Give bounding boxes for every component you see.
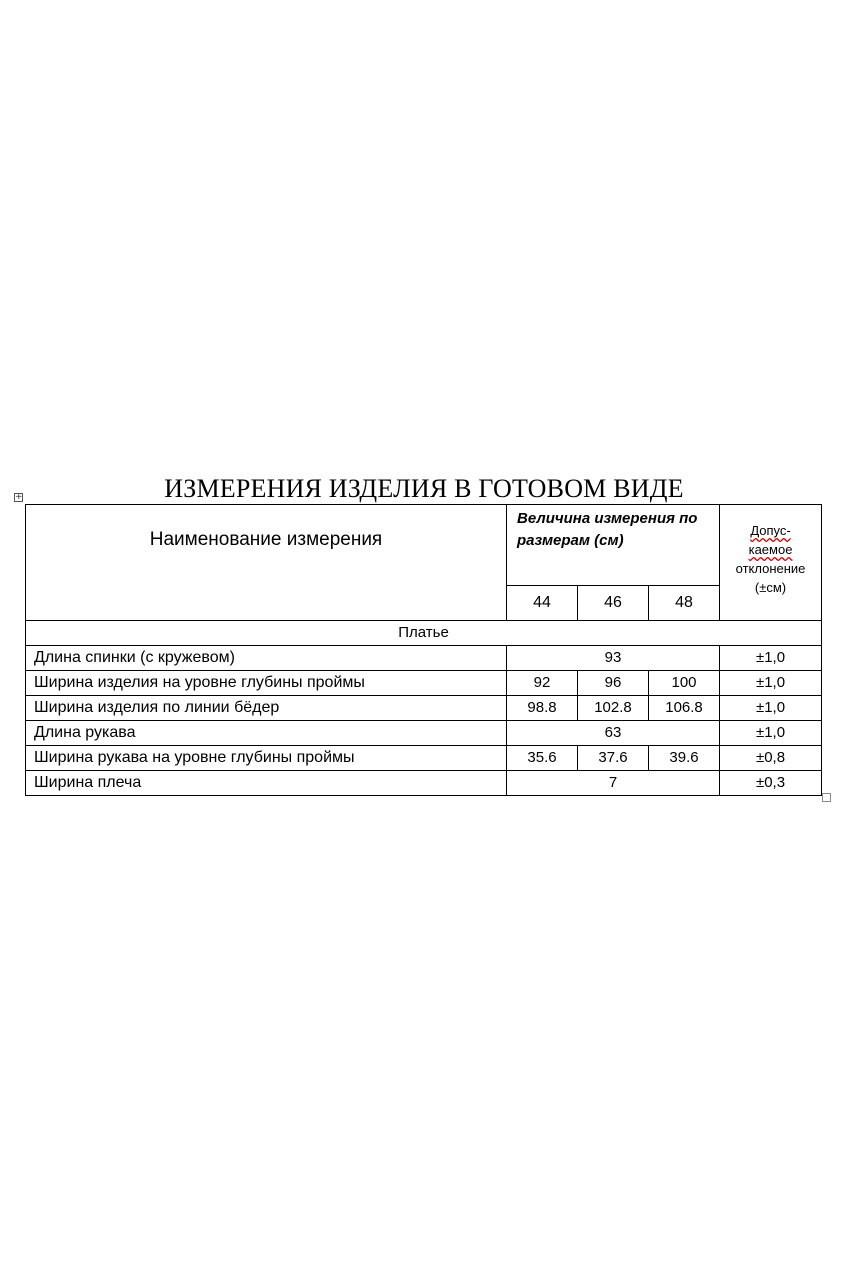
row-value-46: 96 — [578, 671, 649, 696]
header-row — [26, 505, 822, 586]
row-label-armhole-width: Ширина изделия на уровне глубины проймы — [26, 671, 507, 696]
row-tolerance: ±1,0 — [720, 721, 822, 746]
row-label-sleeve-width: Ширина рукава на уровне глубины проймы — [26, 746, 507, 771]
row-tolerance: ±0,3 — [720, 771, 822, 796]
size-44: 44 — [507, 586, 578, 621]
row-value-44: 35.6 — [507, 746, 578, 771]
section-row — [26, 621, 822, 646]
row-label-back-length: Длина спинки (с кружевом) — [26, 646, 507, 671]
row-value-48: 100 — [649, 671, 720, 696]
table-row — [26, 696, 822, 721]
header-tolerance-part4: (±см) — [754, 580, 787, 595]
header-tolerance-part3: отклонение — [735, 561, 806, 576]
row-value-44: 98.8 — [507, 696, 578, 721]
row-value: 93 — [507, 646, 720, 671]
header-tolerance-part1: Допус- — [750, 523, 791, 538]
table-resize-handle[interactable] — [822, 793, 831, 802]
row-tolerance: ±0,8 — [720, 746, 822, 771]
row-tolerance: ±1,0 — [720, 696, 822, 721]
header-measurement-name: Наименование измерения — [26, 505, 507, 621]
row-label-shoulder-width: Ширина плеча — [26, 771, 507, 796]
header-tolerance — [720, 505, 822, 621]
header-sizes-label: Величина измерения по размерам (см) — [507, 505, 720, 586]
table-row — [26, 771, 822, 796]
table-row — [26, 746, 822, 771]
size-46: 46 — [578, 586, 649, 621]
document-title: ИЗМЕРЕНИЯ ИЗДЕЛИЯ В ГОТОВОМ ВИДЕ — [164, 474, 684, 503]
row-value: 63 — [507, 721, 720, 746]
table-row — [26, 671, 822, 696]
table-move-handle-icon[interactable]: + — [15, 492, 23, 502]
row-value-46: 37.6 — [578, 746, 649, 771]
row-label-sleeve-length: Длина рукава — [26, 721, 507, 746]
row-value: 7 — [507, 771, 720, 796]
section-label: Платье — [26, 621, 822, 646]
measurements-table — [25, 504, 822, 796]
table-row — [26, 646, 822, 671]
row-value-46: 102.8 — [578, 696, 649, 721]
row-tolerance: ±1,0 — [720, 646, 822, 671]
row-value-48: 106.8 — [649, 696, 720, 721]
table-row — [26, 721, 822, 746]
size-48: 48 — [649, 586, 720, 621]
row-value-48: 39.6 — [649, 746, 720, 771]
header-tolerance-part2: каемое — [748, 542, 793, 557]
row-value-44: 92 — [507, 671, 578, 696]
row-tolerance: ±1,0 — [720, 671, 822, 696]
row-label-hip-width: Ширина изделия по линии бёдер — [26, 696, 507, 721]
